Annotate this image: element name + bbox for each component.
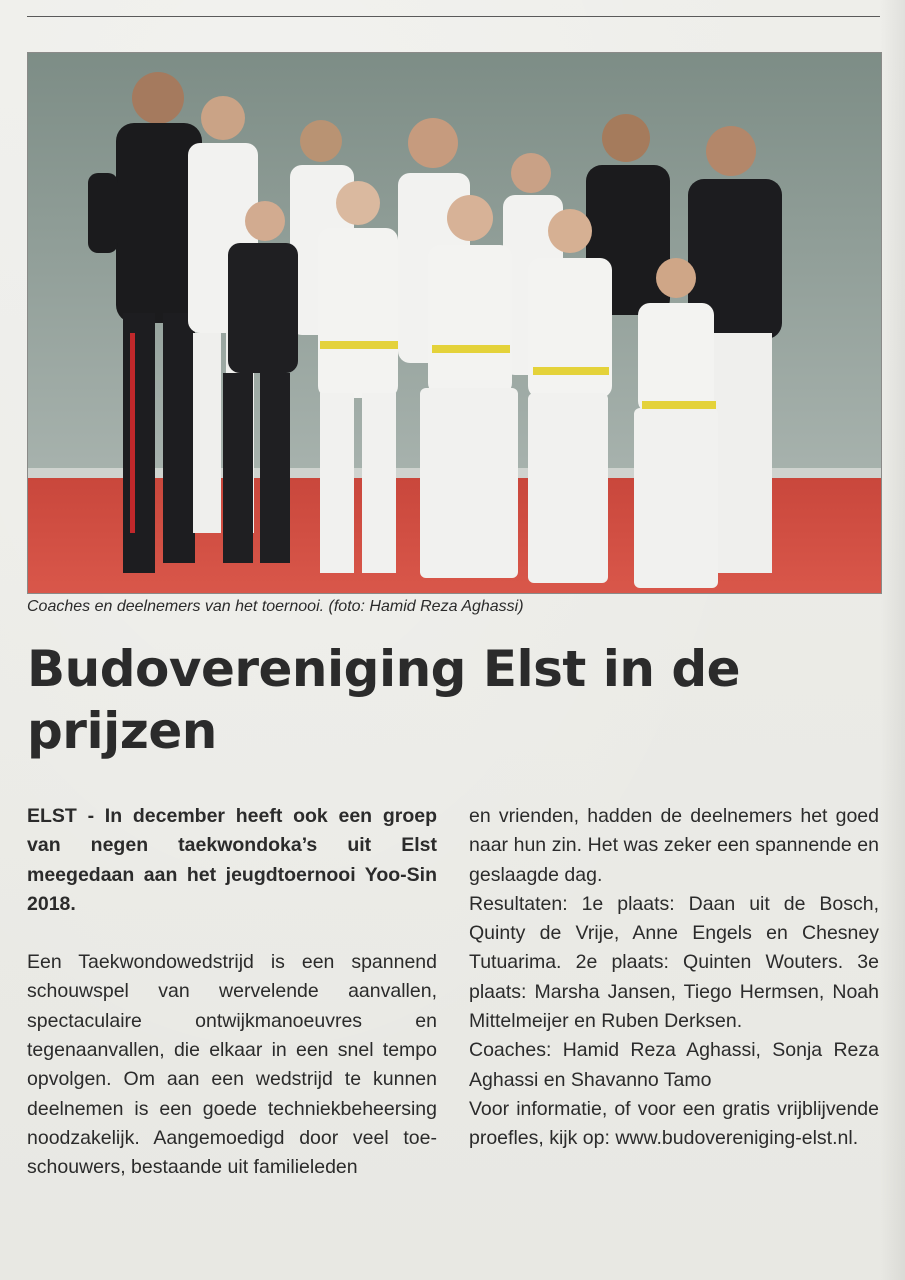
article-info: Voor informatie, of voor een gratis vrijblijvende proefles, kijk op: www.budovereniging-elst.nl.: [469, 1097, 879, 1150]
photo-caption: Coaches en deelnemers van het toernooi. (foto: Hamid Reza Aghassi): [27, 598, 524, 615]
article-intro: ELST - In december heeft ook een groep van negen taekwondoka’s uit Elst meegedaan aan het jeugdtoernooi Yoo-Sin 2018.: [27, 805, 437, 915]
group-photo: [27, 52, 882, 594]
top-rule: [27, 16, 880, 17]
article-body: Een Taekwondowedstrijd is een spannend schouwspel van wervelende aanvallen, spectaculaire ontwijkmanoeuvres en tegenaanvallen, die elkaar in een snel tempo opvolgen. Om aan een wedstrijd te kunnen deelnemen is een goede techniekbeheersing noodzakelijk. Aangemoedigd door veel toeschouwers, bestaande uit familieleden: [27, 951, 437, 1179]
article-column-left: [27, 802, 437, 1183]
article-column-right: [469, 802, 879, 1154]
page-edge: [880, 0, 905, 1280]
article-body-continued: en vrienden, hadden de deelnemers het goed naar hun zin. Het was zeker een spannende en geslaagde dag.: [469, 805, 879, 886]
article-results: Resultaten: 1e plaats: Daan uit de Bosch, Quinty de Vrije, Anne Engels en Chesney Tutuarima. 2e plaats: Quinten Wouters. 3e plaats: Marsha Jansen, Tiego Hermsen, Noah Mittelmeijer en Ruben Derksen.: [469, 892, 879, 1033]
article-coaches: Coaches: Hamid Reza Aghassi, Sonja Reza Aghassi en Shavanno Tamo: [469, 1039, 879, 1091]
group-photo-icon: [28, 53, 881, 593]
article-headline: Budovereniging Elst in de prijzen: [27, 640, 741, 760]
